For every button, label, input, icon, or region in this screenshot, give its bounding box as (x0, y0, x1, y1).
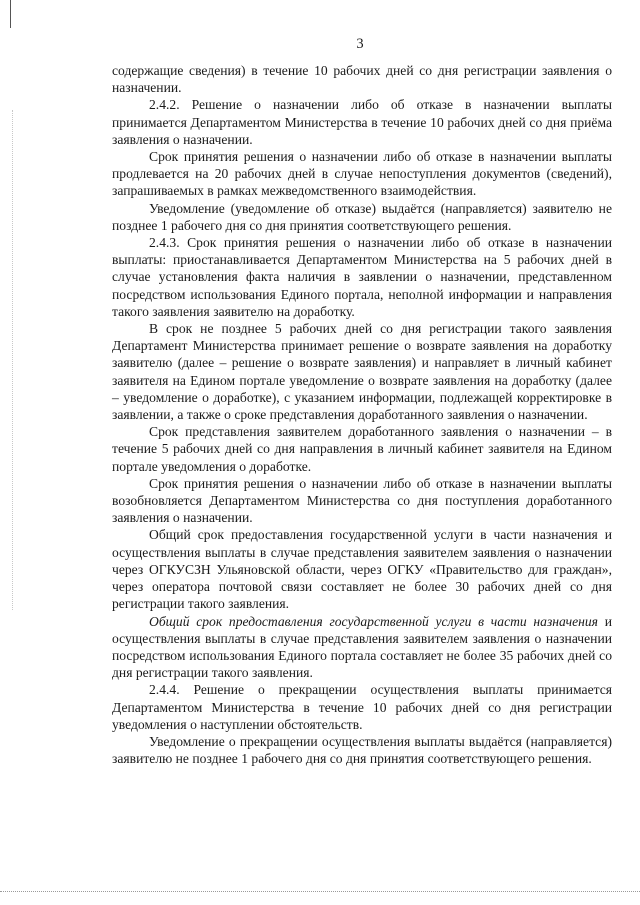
paragraph-termination-notice: Уведомление о прекращении осуществления выплаты выдаётся (направляется) заявителю не позднее 1 рабочего дня со дня принятия соответствующего решения. (112, 733, 612, 767)
scan-dotted-bottom (0, 891, 640, 893)
paragraph-revision-deadline: Срок представления заявителем доработанного заявления о назначении – в течение 5 рабочих дней со дня направления в личный кабинет заявителя на Едином портале уведомления о доработке. (112, 424, 612, 474)
paragraph-2-4-3: 2.4.3. Срок принятия решения о назначении либо об отказе в назначении выплаты: приостанавливается Департаментом Министерства на 5 рабочих дней в случае установления факта наличия в заявлении о назначении, представленном посредством использования Единого портала, неполной информации и направления такого заявления заявителю на доработку. (112, 235, 612, 319)
document-body (112, 62, 612, 767)
paragraph-total-term-ogkuszn: Общий срок предоставления государственной услуги в части назначения и осуществления выплаты в случае представления заявителем заявления о назначении через ОГКУСЗН Ульяновской области, через ОГКУ «Правительство для граждан», через оператора почтовой связи составляет не более 30 рабочих дней со дня регистрации такого заявления. (112, 527, 612, 612)
paragraph-resumption: Срок принятия решения о назначении либо об отказе в назначении выплаты возобновляется Департаментом Министерства со дня поступления доработанного заявления о назначении. (112, 475, 612, 526)
paragraph-continuation: содержащие сведения) в течение 10 рабочих дней со дня регистрации заявления о назначении. (112, 63, 612, 96)
paragraph-total-term-portal-rest: и осуществления выплаты в случае представления заявителем заявления о назначении посредством использования Единого портала составляет не более 35 рабочих дней со дня регистрации такого заявления. (112, 613, 612, 681)
paragraph-extension: Срок принятия решения о назначении либо об отказе в назначении выплаты продлевается на 20 рабочих дней в случае непоступления документов (сведений), запрашиваемых в рамках межведомственного взаимодействия. (112, 149, 612, 199)
paragraph-2-4-2: 2.4.2. Решение о назначении либо об отказе в назначении выплаты принимается Департаментом Министерства в течение 10 рабочих дней со дня приёма заявления о назначении. (112, 97, 612, 147)
paragraph-2-4-4: 2.4.4. Решение о прекращении осуществления выплаты принимается Департаментом Министерства в течение 10 рабочих дней со дня регистрации уведомления о наступлении обстоятельств. (112, 682, 612, 732)
italic-phrase: Общий срок предоставления государственной услуги в части назначения (149, 613, 598, 629)
scan-edge-mark (10, 0, 11, 28)
paragraph-notification: Уведомление (уведомление об отказе) выдаётся (направляется) заявителю не позднее 1 рабочего дня со дня принятия соответствующего решения. (112, 200, 612, 233)
page-number: 3 (356, 36, 364, 52)
scan-dotted-margin (12, 110, 14, 610)
paragraph-total-term-portal (112, 613, 612, 682)
paragraph-return-for-revision: В срок не позднее 5 рабочих дней со дня регистрации такого заявления Департамент Министерства принимает решение о возврате заявления на доработку заявителю (далее – решение о возврате заявления) и направляет в личный кабинет заявителя на Едином портале уведомление о возврате заявления на доработку (далее – уведомление о доработке), с указанием информации, подлежащей корректировке в заявлении, а также о сроке представления доработанного заявления о назначении. (112, 321, 612, 423)
